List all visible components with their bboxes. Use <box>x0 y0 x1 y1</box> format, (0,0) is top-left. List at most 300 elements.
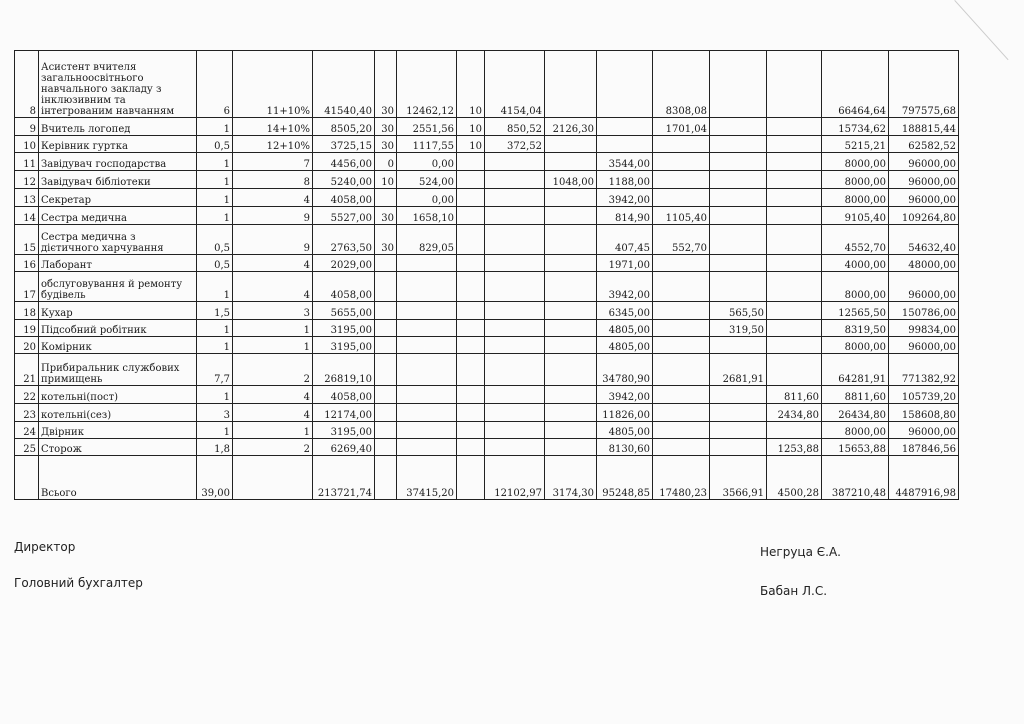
base-salary-cell: 2763,50 <box>313 225 375 255</box>
col-11-cell: 95248,85 <box>597 456 653 500</box>
monthly-fund-cell: 9105,40 <box>822 207 889 225</box>
table-row <box>15 51 959 118</box>
rank-percent-cell <box>457 439 485 456</box>
position-name-cell: Підсобний робітник <box>39 320 197 337</box>
staff-schedule-table <box>14 50 959 500</box>
col-14-cell: 4500,28 <box>767 456 822 500</box>
table-row <box>15 337 959 354</box>
monthly-fund-cell: 15734,62 <box>822 118 889 136</box>
salary-grade-cell: 12+10% <box>233 136 313 153</box>
staff-units-cell: 1 <box>197 171 233 189</box>
col-14-cell <box>767 302 822 320</box>
col-11-cell: 8130,60 <box>597 439 653 456</box>
rank-percent-cell <box>457 225 485 255</box>
position-name-cell: Сестра медична з дієтичного харчування <box>39 225 197 255</box>
col-10-cell <box>545 354 597 386</box>
col-14-cell <box>767 337 822 354</box>
bonus-amount-cell <box>397 404 457 422</box>
table-row <box>15 255 959 272</box>
bonus-percent-cell: 0 <box>375 153 397 171</box>
base-salary-cell: 26819,10 <box>313 354 375 386</box>
table-row <box>15 153 959 171</box>
bonus-percent-cell <box>375 189 397 207</box>
rank-amount-cell <box>485 404 545 422</box>
col-14-cell <box>767 171 822 189</box>
table-row <box>15 354 959 386</box>
col-12-cell <box>653 153 710 171</box>
rank-percent-cell <box>457 171 485 189</box>
col-14-cell: 1253,88 <box>767 439 822 456</box>
col-13-cell <box>710 207 767 225</box>
col-13-cell <box>710 171 767 189</box>
monthly-fund-cell: 66464,64 <box>822 51 889 118</box>
col-13-cell <box>710 153 767 171</box>
col-10-cell <box>545 136 597 153</box>
annual-fund-cell: 48000,00 <box>889 255 959 272</box>
bonus-percent-cell <box>375 272 397 302</box>
bonus-percent-cell: 30 <box>375 207 397 225</box>
base-salary-cell: 3195,00 <box>313 422 375 439</box>
col-11-cell: 814,90 <box>597 207 653 225</box>
col-11-cell: 3942,00 <box>597 272 653 302</box>
col-11-cell: 4805,00 <box>597 422 653 439</box>
staff-units-cell: 0,5 <box>197 255 233 272</box>
rank-percent-cell <box>457 386 485 404</box>
col-12-cell: 1701,04 <box>653 118 710 136</box>
annual-fund-cell: 105739,20 <box>889 386 959 404</box>
col-10-cell <box>545 404 597 422</box>
salary-grade-cell: 3 <box>233 302 313 320</box>
bonus-amount-cell: 12462,12 <box>397 51 457 118</box>
rank-amount-cell <box>485 302 545 320</box>
annual-fund-cell: 96000,00 <box>889 272 959 302</box>
position-name-cell: Лаборант <box>39 255 197 272</box>
col-12-cell: 552,70 <box>653 225 710 255</box>
bonus-percent-cell <box>375 302 397 320</box>
bonus-percent-cell <box>375 422 397 439</box>
col-11-cell: 3544,00 <box>597 153 653 171</box>
row-number-cell: 8 <box>15 51 39 118</box>
col-11-cell: 1971,00 <box>597 255 653 272</box>
row-number-cell: 15 <box>15 225 39 255</box>
base-salary-cell: 6269,40 <box>313 439 375 456</box>
total-row <box>15 456 959 500</box>
col-11-cell <box>597 136 653 153</box>
table-row <box>15 320 959 337</box>
col-14-cell <box>767 153 822 171</box>
col-10-cell <box>545 272 597 302</box>
row-number-cell: 22 <box>15 386 39 404</box>
base-salary-cell: 213721,74 <box>313 456 375 500</box>
monthly-fund-cell: 8000,00 <box>822 272 889 302</box>
base-salary-cell: 4058,00 <box>313 189 375 207</box>
row-number-cell: 20 <box>15 337 39 354</box>
staff-units-cell: 1,5 <box>197 302 233 320</box>
annual-fund-cell: 158608,80 <box>889 404 959 422</box>
col-10-cell <box>545 153 597 171</box>
monthly-fund-cell: 387210,48 <box>822 456 889 500</box>
position-name-cell: Сторож <box>39 439 197 456</box>
rank-percent-cell <box>457 456 485 500</box>
base-salary-cell: 8505,20 <box>313 118 375 136</box>
col-14-cell <box>767 320 822 337</box>
accountant-label: Головний бухгалтер <box>14 576 143 590</box>
annual-fund-cell: 54632,40 <box>889 225 959 255</box>
staff-units-cell: 1 <box>197 153 233 171</box>
rank-amount-cell: 4154,04 <box>485 51 545 118</box>
position-name-cell: котельні(сез) <box>39 404 197 422</box>
annual-fund-cell: 4487916,98 <box>889 456 959 500</box>
staff-units-cell: 6 <box>197 51 233 118</box>
bonus-amount-cell: 829,05 <box>397 225 457 255</box>
col-14-cell: 811,60 <box>767 386 822 404</box>
rank-amount-cell <box>485 255 545 272</box>
position-name-cell: Сестра медична <box>39 207 197 225</box>
position-name-cell: Всього <box>39 456 197 500</box>
position-name-cell: Вчитель логопед <box>39 118 197 136</box>
col-14-cell <box>767 422 822 439</box>
position-name-cell: Асистент вчителя загальноосвітнього навчального закладу з інклюзивним та інтегрованим навчанням <box>39 51 197 118</box>
col-11-cell: 34780,90 <box>597 354 653 386</box>
position-name-cell: обслуговування й ремонту будівель <box>39 272 197 302</box>
bonus-amount-cell: 0,00 <box>397 189 457 207</box>
col-12-cell <box>653 354 710 386</box>
col-14-cell <box>767 118 822 136</box>
table-row <box>15 422 959 439</box>
rank-amount-cell <box>485 337 545 354</box>
monthly-fund-cell: 8000,00 <box>822 171 889 189</box>
col-12-cell <box>653 171 710 189</box>
base-salary-cell: 4058,00 <box>313 386 375 404</box>
staff-units-cell: 1,8 <box>197 439 233 456</box>
staff-units-cell: 7,7 <box>197 354 233 386</box>
col-13-cell <box>710 136 767 153</box>
staff-units-cell: 3 <box>197 404 233 422</box>
col-10-cell <box>545 189 597 207</box>
monthly-fund-cell: 8319,50 <box>822 320 889 337</box>
col-14-cell <box>767 51 822 118</box>
rank-percent-cell <box>457 189 485 207</box>
accountant-name: Бабан Л.С. <box>760 584 828 598</box>
rank-amount-cell <box>485 386 545 404</box>
bonus-percent-cell: 30 <box>375 51 397 118</box>
bonus-percent-cell: 30 <box>375 136 397 153</box>
rank-amount-cell: 372,52 <box>485 136 545 153</box>
bonus-percent-cell <box>375 404 397 422</box>
salary-grade-cell: 14+10% <box>233 118 313 136</box>
col-11-cell: 3942,00 <box>597 189 653 207</box>
col-13-cell: 319,50 <box>710 320 767 337</box>
row-number-cell: 18 <box>15 302 39 320</box>
col-13-cell: 3566,91 <box>710 456 767 500</box>
salary-grade-cell: 11+10% <box>233 51 313 118</box>
position-name-cell: котельні(пост) <box>39 386 197 404</box>
rank-percent-cell <box>457 320 485 337</box>
col-13-cell: 565,50 <box>710 302 767 320</box>
col-14-cell <box>767 354 822 386</box>
bonus-percent-cell: 30 <box>375 118 397 136</box>
staff-units-cell: 39,00 <box>197 456 233 500</box>
page-corner-edge <box>952 0 1009 62</box>
col-10-cell <box>545 255 597 272</box>
col-12-cell <box>653 189 710 207</box>
annual-fund-cell: 96000,00 <box>889 153 959 171</box>
row-number-cell: 12 <box>15 171 39 189</box>
col-13-cell <box>710 422 767 439</box>
director-name: Негруца Є.А. <box>760 545 841 559</box>
bonus-percent-cell: 10 <box>375 171 397 189</box>
staff-units-cell: 0,5 <box>197 225 233 255</box>
table-row <box>15 386 959 404</box>
bonus-amount-cell: 1117,55 <box>397 136 457 153</box>
table-row <box>15 171 959 189</box>
col-13-cell <box>710 51 767 118</box>
bonus-percent-cell <box>375 354 397 386</box>
director-label: Директор <box>14 540 76 554</box>
col-10-cell <box>545 439 597 456</box>
monthly-fund-cell: 8811,60 <box>822 386 889 404</box>
salary-grade-cell: 4 <box>233 386 313 404</box>
salary-grade-cell <box>233 456 313 500</box>
col-14-cell <box>767 255 822 272</box>
staff-units-cell: 1 <box>197 386 233 404</box>
annual-fund-cell: 96000,00 <box>889 422 959 439</box>
bonus-amount-cell: 524,00 <box>397 171 457 189</box>
col-10-cell <box>545 337 597 354</box>
monthly-fund-cell: 8000,00 <box>822 153 889 171</box>
col-13-cell <box>710 439 767 456</box>
monthly-fund-cell: 8000,00 <box>822 189 889 207</box>
row-number-cell: 19 <box>15 320 39 337</box>
monthly-fund-cell: 4000,00 <box>822 255 889 272</box>
rank-percent-cell <box>457 422 485 439</box>
rank-percent-cell: 10 <box>457 51 485 118</box>
row-number-cell <box>15 456 39 500</box>
col-10-cell <box>545 386 597 404</box>
rank-amount-cell: 850,52 <box>485 118 545 136</box>
rank-percent-cell <box>457 337 485 354</box>
annual-fund-cell: 150786,00 <box>889 302 959 320</box>
bonus-amount-cell <box>397 337 457 354</box>
row-number-cell: 16 <box>15 255 39 272</box>
salary-grade-cell: 1 <box>233 320 313 337</box>
bonus-percent-cell: 30 <box>375 225 397 255</box>
row-number-cell: 24 <box>15 422 39 439</box>
col-12-cell <box>653 320 710 337</box>
col-13-cell: 2681,91 <box>710 354 767 386</box>
base-salary-cell: 12174,00 <box>313 404 375 422</box>
salary-grade-cell: 1 <box>233 337 313 354</box>
col-10-cell: 2126,30 <box>545 118 597 136</box>
rank-percent-cell <box>457 153 485 171</box>
col-12-cell <box>653 302 710 320</box>
col-14-cell: 2434,80 <box>767 404 822 422</box>
col-10-cell: 1048,00 <box>545 171 597 189</box>
col-12-cell <box>653 386 710 404</box>
position-name-cell: Завідувач господарства <box>39 153 197 171</box>
salary-grade-cell: 1 <box>233 422 313 439</box>
col-10-cell <box>545 302 597 320</box>
bonus-amount-cell: 0,00 <box>397 153 457 171</box>
col-14-cell <box>767 272 822 302</box>
rank-percent-cell <box>457 207 485 225</box>
col-12-cell <box>653 422 710 439</box>
table-row <box>15 118 959 136</box>
base-salary-cell: 41540,40 <box>313 51 375 118</box>
col-12-cell <box>653 404 710 422</box>
rank-amount-cell: 12102,97 <box>485 456 545 500</box>
rank-amount-cell <box>485 171 545 189</box>
col-11-cell: 407,45 <box>597 225 653 255</box>
col-13-cell <box>710 404 767 422</box>
rank-percent-cell <box>457 272 485 302</box>
col-14-cell <box>767 136 822 153</box>
row-number-cell: 11 <box>15 153 39 171</box>
base-salary-cell: 2029,00 <box>313 255 375 272</box>
col-10-cell: 3174,30 <box>545 456 597 500</box>
rank-amount-cell <box>485 439 545 456</box>
rank-amount-cell <box>485 189 545 207</box>
col-13-cell <box>710 272 767 302</box>
table-row <box>15 272 959 302</box>
position-name-cell: Керівник гуртка <box>39 136 197 153</box>
bonus-amount-cell <box>397 320 457 337</box>
table-row <box>15 225 959 255</box>
bonus-amount-cell: 2551,56 <box>397 118 457 136</box>
bonus-amount-cell <box>397 302 457 320</box>
annual-fund-cell: 797575,68 <box>889 51 959 118</box>
col-12-cell: 17480,23 <box>653 456 710 500</box>
col-11-cell <box>597 51 653 118</box>
bonus-amount-cell: 37415,20 <box>397 456 457 500</box>
annual-fund-cell: 188815,44 <box>889 118 959 136</box>
annual-fund-cell: 99834,00 <box>889 320 959 337</box>
annual-fund-cell: 62582,52 <box>889 136 959 153</box>
position-name-cell: Двірник <box>39 422 197 439</box>
col-14-cell <box>767 225 822 255</box>
col-11-cell: 4805,00 <box>597 337 653 354</box>
row-number-cell: 10 <box>15 136 39 153</box>
annual-fund-cell: 771382,92 <box>889 354 959 386</box>
rank-percent-cell: 10 <box>457 136 485 153</box>
bonus-percent-cell <box>375 255 397 272</box>
staff-units-cell: 1 <box>197 207 233 225</box>
col-11-cell: 3942,00 <box>597 386 653 404</box>
position-name-cell: Секретар <box>39 189 197 207</box>
bonus-amount-cell <box>397 386 457 404</box>
bonus-amount-cell <box>397 422 457 439</box>
annual-fund-cell: 109264,80 <box>889 207 959 225</box>
col-10-cell <box>545 225 597 255</box>
rank-amount-cell <box>485 272 545 302</box>
col-10-cell <box>545 320 597 337</box>
monthly-fund-cell: 5215,21 <box>822 136 889 153</box>
annual-fund-cell: 96000,00 <box>889 337 959 354</box>
staff-units-cell: 1 <box>197 320 233 337</box>
monthly-fund-cell: 12565,50 <box>822 302 889 320</box>
row-number-cell: 21 <box>15 354 39 386</box>
col-10-cell <box>545 422 597 439</box>
col-12-cell: 1105,40 <box>653 207 710 225</box>
bonus-percent-cell <box>375 439 397 456</box>
base-salary-cell: 3195,00 <box>313 337 375 354</box>
base-salary-cell: 5527,00 <box>313 207 375 225</box>
rank-amount-cell <box>485 422 545 439</box>
base-salary-cell: 3195,00 <box>313 320 375 337</box>
bonus-percent-cell <box>375 456 397 500</box>
staff-units-cell: 1 <box>197 337 233 354</box>
col-13-cell <box>710 255 767 272</box>
position-name-cell: Комірник <box>39 337 197 354</box>
base-salary-cell: 4456,00 <box>313 153 375 171</box>
monthly-fund-cell: 64281,91 <box>822 354 889 386</box>
rank-amount-cell <box>485 354 545 386</box>
bonus-amount-cell <box>397 354 457 386</box>
salary-grade-cell: 9 <box>233 225 313 255</box>
position-name-cell: Завідувач бібліотеки <box>39 171 197 189</box>
salary-grade-cell: 4 <box>233 255 313 272</box>
col-13-cell <box>710 337 767 354</box>
col-11-cell: 11826,00 <box>597 404 653 422</box>
annual-fund-cell: 187846,56 <box>889 439 959 456</box>
bonus-amount-cell <box>397 255 457 272</box>
rank-percent-cell <box>457 354 485 386</box>
monthly-fund-cell: 8000,00 <box>822 337 889 354</box>
col-13-cell <box>710 118 767 136</box>
staff-units-cell: 1 <box>197 422 233 439</box>
salary-grade-cell: 4 <box>233 404 313 422</box>
staff-units-cell: 1 <box>197 189 233 207</box>
col-11-cell: 1188,00 <box>597 171 653 189</box>
col-11-cell <box>597 118 653 136</box>
bonus-amount-cell <box>397 439 457 456</box>
col-10-cell <box>545 51 597 118</box>
rank-percent-cell <box>457 302 485 320</box>
position-name-cell: Прибиральник службових примищень <box>39 354 197 386</box>
salary-grade-cell: 9 <box>233 207 313 225</box>
table-row <box>15 189 959 207</box>
monthly-fund-cell: 8000,00 <box>822 422 889 439</box>
annual-fund-cell: 96000,00 <box>889 171 959 189</box>
rank-percent-cell: 10 <box>457 118 485 136</box>
col-14-cell <box>767 207 822 225</box>
col-10-cell <box>545 207 597 225</box>
col-11-cell: 6345,00 <box>597 302 653 320</box>
table-row <box>15 136 959 153</box>
col-11-cell: 4805,00 <box>597 320 653 337</box>
bonus-amount-cell: 1658,10 <box>397 207 457 225</box>
salary-grade-cell: 4 <box>233 272 313 302</box>
col-12-cell <box>653 255 710 272</box>
col-13-cell <box>710 386 767 404</box>
row-number-cell: 23 <box>15 404 39 422</box>
rank-percent-cell <box>457 404 485 422</box>
row-number-cell: 9 <box>15 118 39 136</box>
staff-units-cell: 0,5 <box>197 136 233 153</box>
salary-grade-cell: 8 <box>233 171 313 189</box>
row-number-cell: 25 <box>15 439 39 456</box>
monthly-fund-cell: 4552,70 <box>822 225 889 255</box>
table-row <box>15 207 959 225</box>
col-13-cell <box>710 189 767 207</box>
col-14-cell <box>767 189 822 207</box>
rank-amount-cell <box>485 153 545 171</box>
bonus-amount-cell <box>397 272 457 302</box>
base-salary-cell: 5240,00 <box>313 171 375 189</box>
row-number-cell: 14 <box>15 207 39 225</box>
row-number-cell: 13 <box>15 189 39 207</box>
monthly-fund-cell: 26434,80 <box>822 404 889 422</box>
